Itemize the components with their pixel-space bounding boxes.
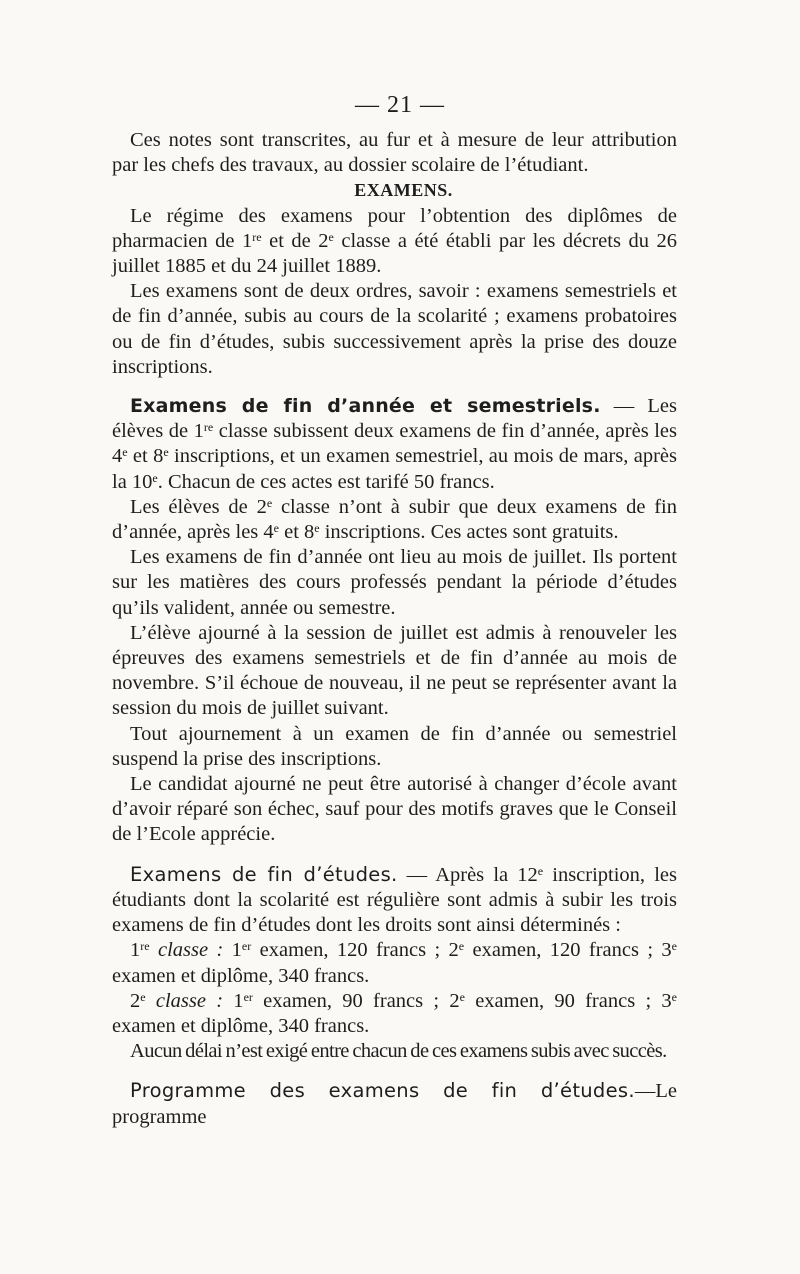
runin-heading-fin-annee: Examens de fin d’année et semestriels.	[130, 395, 601, 418]
paragraph-ajournement: Tout ajournement à un examen de fin d’année ou semestriel suspend la prise des inscriptions.	[112, 722, 677, 770]
paragraph-ajourne: L’élève ajourné à la session de juillet est admis à renouveler les épreuves des examens semestriels et de fin d’année au mois de novembre. S’il échoue de nouveau, il ne peut se représenter avant la session du mois de juillet suivant.	[112, 621, 677, 720]
paragraph-ordres: Les examens sont de deux ordres, savoir : examens semestriels et de fin d’année, subis au cours de la scolarité ; examens probatoires ou de fin d’études, subis successivement après la prise des douze inscriptions.	[112, 280, 677, 378]
paragraph-deuxieme-classe-fees: 2e classe : 1er examen, 90 francs ; 2e examen, 90 francs ; 3e examen et diplôme, 340 francs.	[112, 989, 677, 1037]
paragraph-juillet: Les examens de fin d’année ont lieu au mois de juillet. Ils portent sur les matières des cours professés pendant la période d’études qu’ils valident, année ou semestre.	[112, 546, 677, 619]
paragraph-deuxieme-classe: Les élèves de 2e classe n’ont à subir que deux examens de fin d’année, après les 4e et 8e inscriptions. Ces actes sont gratuits.	[112, 495, 677, 544]
paragraph-delai: Aucun délai n’est exigé entre chacun de ces examens subis avec succès.	[130, 1040, 667, 1063]
paragraph-fin-annee: Examens de fin d’année et semestriels. — Les élèves de 1re classe subissent deux examens de fin d’année, après les 4e et 8e inscriptions, et un examen semestriel, au mois de mars, après la 10e. Chacun de ces actes est tarifé 50 francs.	[112, 395, 677, 493]
paragraph-premiere-classe-fees: 1re classe : 1er examen, 120 francs ; 2e examen, 120 francs ; 3e examen et diplôme, 340 francs.	[112, 939, 677, 987]
section-title: EXAMENS.	[354, 180, 453, 201]
paragraph-programme: Programme des examens de fin d’études.—Le programme	[112, 1079, 677, 1128]
runin-heading-fin-etudes: Examens de fin d’études.	[130, 862, 398, 886]
page-number: — 21 —	[355, 92, 445, 118]
text-block	[112, 128, 677, 1130]
paragraph-candidat: Le candidat ajourné ne peut être autorisé à changer d’école avant d’avoir réparé son échec, sauf pour des motifs graves que le Conseil de l’Ecole apprécie.	[112, 773, 677, 846]
paragraph-regime: Le régime des examens pour l’obtention des diplômes de pharmacien de 1re et de 2e classe a été établi par les décrets du 26 juillet 1885 et du 24 juillet 1889.	[112, 204, 677, 278]
intro-paragraph: Ces notes sont transcrites, au fur et à mesure de leur attribution par les chefs des travaux, au dossier scolaire de l’étudiant.	[112, 129, 677, 177]
paragraph-fin-etudes: Examens de fin d’études. — Après la 12e inscription, les étudiants dont la scolarité est régulière sont admis à subir les trois examens de fin d’études dont les droits sont ainsi déterminés :	[112, 862, 677, 937]
runin-heading-programme: Programme des examens de fin d’études.	[130, 1079, 635, 1103]
